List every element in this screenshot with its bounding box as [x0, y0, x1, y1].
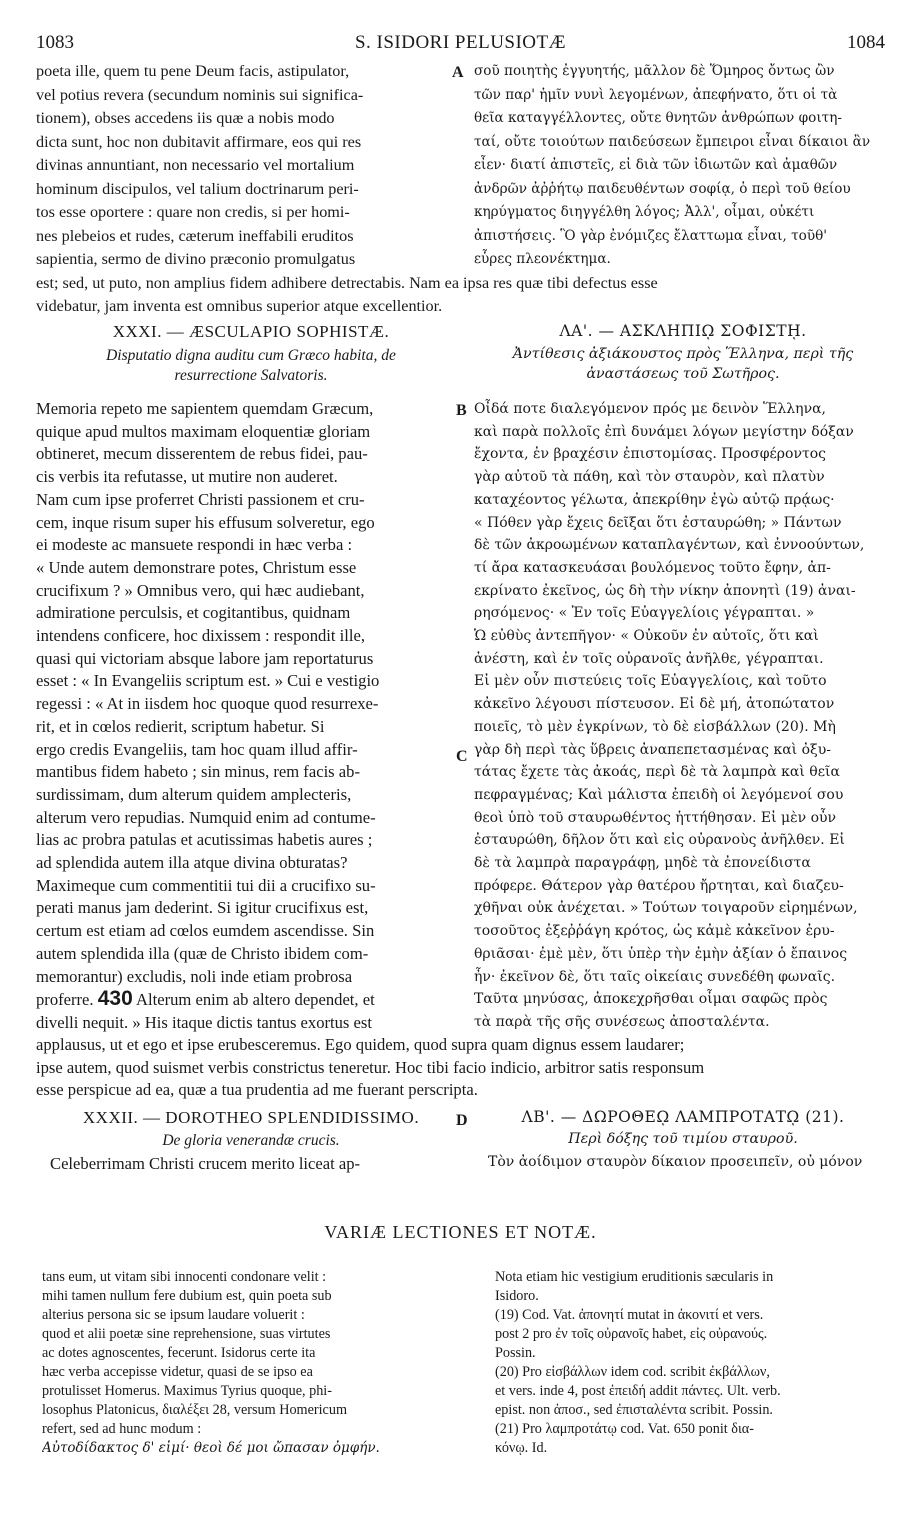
- letter-31-greek-body: [474, 398, 892, 1034]
- text-line: tionem), obses accedens iis quæ a nobis modo: [36, 109, 335, 127]
- text-line: mantibus fidem habeto ; sin minus, rem facis ab-: [36, 762, 360, 782]
- text-line: ἀπιστήσεις. Ὃ γὰρ ἐνόμιζες ἔλαττωμα εἶναι, τοῦθ': [474, 227, 828, 244]
- note-line: Nota etiam hic vestigium eruditionis sæcularis in: [495, 1269, 774, 1285]
- note-line: κόνῳ. Id.: [495, 1440, 548, 1456]
- note-line: protulisset Homerus. Maximus Tyrius quoque, phi-: [42, 1383, 332, 1399]
- text-line: cem, inque risum super his effusum solveretur, ego: [36, 512, 375, 532]
- text-line: alterum vero repudias. Numquid enim ad contume-: [36, 807, 376, 827]
- text-line: divelli nequit. » His itaque dictis tantus exortus est: [36, 1012, 372, 1032]
- text-line: κηρύγματος διηγγέλθη λόγος; Ἀλλ', οἶμαι, οὐκέτι: [474, 204, 815, 220]
- text-line: tos esse oportere : quare non credis, si per homi-: [36, 203, 350, 221]
- top-latin-column: [36, 60, 466, 272]
- letter-31-greek-heading: [474, 322, 892, 384]
- letter-31-greek-title: ΛΑ'. — ΑΣΚΛΗΠΙῼ ΣΟΦΙΣΤῌ.: [559, 322, 807, 340]
- letter-32-greek-subtitle: Περὶ δόξης τοῦ τιμίου σταυροῦ.: [568, 1131, 798, 1147]
- page-number-right: 1084: [847, 32, 885, 53]
- text-line: πρόφερε. Θάτερον γὰρ θατέρου ἤρτηται, καὶ διαζευ-: [474, 877, 844, 894]
- text-line: memorantur) excludis, noli inde etiam probrosa: [36, 966, 353, 986]
- letter-32-latin-heading: [36, 1108, 466, 1175]
- text-line: εκρίνατο ἐκεῖνος, ὡς δὴ τὴν νίκην ἀπονητὶ (19) ἀναι-: [474, 582, 856, 599]
- letter-31-greek-subtitle-1: Ἀντίθεσις ἀξιάκουστος πρὸς Ἕλληνα, περὶ τῆς: [512, 346, 854, 362]
- letter-31-latin-body: [36, 398, 466, 1035]
- text-line: videbatur, jam inventa est omnibus superior atque excellentior.: [36, 296, 443, 315]
- letter-31-latin-subtitle-2: resurrectione Salvatoris.: [174, 367, 328, 384]
- text-line: quasi qui victoriam absque labore jam reportaturus: [36, 648, 374, 668]
- text-line: divinas annuntiant, non necessario vel mortalium: [36, 156, 355, 174]
- letter-32-latin-subtitle: De gloria venerandæ crucis.: [162, 1132, 340, 1149]
- text-line: esset : « In Evangeliis scriptum est. » Cui e vestigio: [36, 671, 380, 691]
- note-line: (20) Pro εἰσβάλλων idem cod. scribit ἐκβάλλων,: [495, 1364, 770, 1380]
- note-line: hæc verba accepisse videtur, quasi de se ipso ea: [42, 1364, 313, 1380]
- margin-marker-c: C: [456, 748, 468, 765]
- note-line: Isidoro.: [495, 1288, 539, 1304]
- text-line: εἶεν· διατί ἀπιστεῖς, εἰ διὰ τῶν ἰδιωτῶν καὶ ἀμαθῶν: [474, 157, 838, 173]
- text-line: cis verbis ita refutasse, ut mutire non auderet.: [36, 467, 338, 487]
- letter-31-full-width-ending: [36, 1034, 894, 1102]
- text-line: Ταῦτα μηνύσας, ἀποκεχρῆσθαι οἶμαι σαφῶς πρὸς: [474, 991, 828, 1008]
- text-line: τὰ παρὰ τῆς σῆς συνέσεως ἀποσταλέντα.: [474, 1013, 770, 1030]
- note-line: quod et alii poetæ sine reprehensione, suas virtutes: [42, 1326, 331, 1342]
- text-line: ipse autem, quod suismet verbis constrictus teneretur. Hoc tibi facio indicio, arbitror satis responsum: [36, 1057, 705, 1077]
- text-line: Maximeque cum commentitii tui dii a crucifixo su-: [36, 875, 376, 895]
- text-line: κἀκεῖνο λέγουσι πίστευσον. Εἰ δὲ μή, ἀτοπώτατον: [474, 696, 835, 713]
- text-line: quique apud multos maximam eloquentiæ gloriam: [36, 421, 371, 441]
- letter-32-greek-heading: [474, 1108, 892, 1173]
- note-line: losophus Platonicus, διαλέξει 28, versum Homericum: [42, 1402, 347, 1418]
- text-line: τί ἄρα κατασκευάσαι βουλόμενος τοῦτο ἔφην, ἀπ-: [474, 559, 831, 576]
- text-line: τοσοῦτος ἐξεῤῥάγη κρότος, ὡς κἀμὲ κἀκεῖνον ἐρυ-: [474, 923, 835, 940]
- text-line-with-column-number: [36, 988, 466, 1012]
- text-fragment: Alterum enim ab altero dependet, et: [136, 990, 375, 1010]
- text-line: τάτας ἔχετε τὰς ἀκοάς, περὶ δὲ τὰ λαμπρὰ καὶ θεῖα: [474, 764, 840, 781]
- letter-31-latin-heading: [36, 322, 466, 386]
- note-line: tans eum, ut vitam sibi innocenti condonare velit :: [42, 1269, 327, 1285]
- text-line: autem splendida illa (quæ de Christo ibidem com-: [36, 943, 369, 963]
- text-line: dicta sunt, hoc non dubitavit affirmare, eos qui res: [36, 132, 362, 151]
- text-line: γὰρ αὐτοῦ τὰ πάθη, καὶ τὸν σταυρὸν, καὶ πλατὺν: [474, 469, 825, 486]
- margin-marker-b: B: [456, 402, 467, 419]
- text-line: ποιεῖς, τὸ μὲν ἐγκρίνων, τὸ δὲ εἰσβάλλων (20). Μὴ: [474, 718, 836, 735]
- text-line: ad splendida autem illa atque divina obturatas?: [36, 853, 348, 873]
- text-line: « Unde autem demonstrare potes, Christum esse: [36, 557, 357, 577]
- text-line: lias ac probra patulas et acutissimas habetis aures ;: [36, 830, 373, 850]
- notes-title: VARIÆ LECTIONES ET NOTÆ.: [324, 1222, 597, 1242]
- note-line: post 2 pro ἐν τοῖς οὐρανοῖς habet, εἰς οὐρανούς.: [495, 1326, 768, 1342]
- text-line: γὰρ δὴ περὶ τὰς ὕβρεις ἀναπεπετασμένας καὶ ὀξυ-: [474, 741, 831, 758]
- text-line: applausus, ut et ego et ipse erubesceremus. Ego quidem, quod supra quam dignus essem laudarer;: [36, 1035, 685, 1054]
- note-greek-verse: Αὐτοδίδακτος δ' εἰμί· θεοὶ δέ μοι ὤπασαν ὀμφήν.: [42, 1440, 380, 1456]
- note-line: mihi tamen nullum fere dubium est, quin poeta sub: [42, 1288, 332, 1304]
- page-header: [36, 32, 885, 58]
- text-line: θριᾶσαι· ἐμὲ μὲν, ὅτι ὑπὲρ τὴν ἐμὴν ἀξίαν ὁ ἔπαινος: [474, 945, 848, 962]
- text-line: καὶ παρὰ πολλοῖς ἐπὶ δυνάμει λόγων μεγίστην δόξαν: [474, 423, 854, 440]
- text-line: ergo credis Evangeliis, tam hoc quam illud affir-: [36, 739, 358, 759]
- text-line: Nam cum ipse proferret Christi passionem et cru-: [36, 489, 365, 509]
- margin-marker-a: A: [452, 64, 464, 81]
- text-line: rit, et in cœlos redierit, scriptum habetur. Si: [36, 716, 325, 736]
- text-line: θεοὶ ὑπὸ τοῦ σταυρωθέντος ἡττήθησαν. Εἰ μὲν οὖν: [474, 809, 837, 826]
- text-line: regessi : « At in iisdem hoc quoque quod resurrexe-: [36, 694, 379, 714]
- text-line: ei modeste ac mansuete respondi in hæc verba :: [36, 535, 353, 555]
- note-line: et vers. inde 4, post ἐπειδή addit πάντες. Ult. verb.: [495, 1383, 781, 1399]
- letter-32-latin-first-line: Celeberrimam Christi crucem merito liceat ap-: [50, 1154, 361, 1173]
- text-fragment: proferre.: [36, 990, 94, 1010]
- letter-31-latin-subtitle-1: Disputatio digna auditu cum Græco habita, de: [106, 347, 396, 364]
- margin-marker-d: D: [456, 1112, 468, 1129]
- text-line: vel potius revera (secundum nominis sui significa-: [36, 85, 364, 104]
- text-line: χθῆναι οὐκ ἀνέχεται. » Τούτων τοιγαροῦν εἰρημένων,: [474, 900, 858, 917]
- text-line: σοῦ ποιητὴς ἐγγυητής, μᾶλλον δὲ Ὅμηρος ὄντως ὢν: [474, 63, 835, 79]
- text-line: poeta ille, quem tu pene Deum facis, astipulator,: [36, 62, 350, 80]
- text-line: esse perspicue ad ea, quæ a tua prudentia ad me fuerant perscripta.: [36, 1080, 478, 1100]
- notes-left-column: [42, 1268, 472, 1458]
- text-line: « Πόθεν γὰρ ἔχεις δεῖξαι ὅτι ἐσταυρώθη; » Πάντων: [474, 514, 842, 531]
- text-line: τῶν παρ' ἡμῖν νυνὶ λεγομένων, ἀπεφήνατο, ὅτι οἱ τὰ: [474, 86, 838, 103]
- note-line: ac dotes agnoscentes, fecerunt. Isidorus certe ita: [42, 1345, 316, 1361]
- text-line: sapientia, sermo de divino præconio promulgatus: [36, 250, 356, 268]
- text-line: καταχέοντος γέλωτα, ἀπεκρίθην ἐγὼ αὐτῷ πρᾴως·: [474, 491, 835, 508]
- running-title: S. ISIDORI PELUSIOTÆ: [354, 32, 567, 53]
- note-line: alterius persona sic se ipsum laudare voluerit :: [42, 1307, 305, 1323]
- text-line: ἀνέστη, καὶ ἐν τοῖς οὐρανοῖς ἀνῆλθε, γέγραπται.: [474, 650, 824, 667]
- letter-31-latin-title: XXXI. — ÆSCULAPIO SOPHISTÆ.: [112, 322, 390, 341]
- text-line: δὲ τῶν ἀκροωμένων καταπλαγέντων, καὶ ἐννοούντων,: [474, 537, 865, 554]
- page-number-left: 1083: [36, 32, 74, 53]
- text-line: surdissimam, dum alterum quidem amplecteris,: [36, 784, 352, 804]
- text-line: δὲ τὰ λαμπρὰ παραγράφῃ, μηδὲ τὰ ἐπονείδιστα: [474, 855, 811, 872]
- text-line: ἦν· ἐκεῖνον δὲ, ὅτι ταῖς οἰκείαις συνεδέθη φωναῖς.: [474, 968, 836, 985]
- letter-32-greek-first-line: Τὸν ἀοίδιμον σταυρὸν δίκαιον προσειπεῖν, οὐ μόνον: [488, 1154, 863, 1170]
- text-line: Memoria repeto me sapientem quemdam Græcum,: [36, 399, 374, 418]
- top-greek-column: [474, 60, 892, 272]
- note-line: Possin.: [495, 1345, 536, 1361]
- notes-right-column: [495, 1268, 895, 1458]
- text-line: εὗρες πλεονέκτημα.: [474, 251, 611, 267]
- text-line: Εἰ μὲν οὖν πιστεύεις τοῖς Εὐαγγελίοις, καὶ τοῦτο: [474, 673, 827, 690]
- text-line: ἐσταυρώθη, δῆλον ὅτι καὶ εἰς οὐρανοὺς ἀνῆλθεν. Εἰ: [474, 832, 845, 849]
- text-line: Ὡ εὐθὺς ἀντεπῆγον· « Οὐκοῦν ἐν αὐτοῖς, ὅτι καὶ: [474, 628, 819, 645]
- text-line: ἀνδρῶν ἀῤῥήτῳ παιδευθέντων σοφίᾳ, ὁ περὶ τοῦ θείου: [474, 180, 851, 197]
- text-line: hominum discipulos, vel talium doctrinarum peri-: [36, 179, 359, 198]
- column-number: 430: [97, 988, 133, 1011]
- note-line: (21) Pro λαμπροτάτῳ cod. Vat. 650 ponit δια-: [495, 1421, 754, 1437]
- text-line: ἔχοντα, ἐν βραχέσιν ἐπιστομίσας. Προσφέροντος: [474, 446, 826, 463]
- text-line: crucifixum ? » Omnibus vero, qui hæc audiebant,: [36, 580, 365, 600]
- note-line: (19) Cod. Vat. ἀπονητί mutat in ἀκονιτί et vers.: [495, 1307, 764, 1323]
- text-line: nes plebeios et rudes, cæterum ineffabili eruditos: [36, 226, 354, 245]
- letter-32-latin-title: XXXII. — DOROTHEO SPLENDIDISSIMO.: [82, 1108, 420, 1127]
- text-line: obtineret, mecum disserentem de rebus fidei, pau-: [36, 444, 368, 464]
- text-line: est; sed, ut puto, non amplius fidem adhibere detrectabis. Nam ea ipsa res quæ tibi defectus esse: [36, 274, 658, 292]
- note-line: epist. non ἀποσ., sed ἐπισταλέντα scribit. Possin.: [495, 1402, 773, 1418]
- top-full-width-text: [36, 272, 894, 317]
- text-line: perati manus jam dederint. Si igitur crucifixus est,: [36, 898, 369, 918]
- letter-32-greek-title: ΛΒ'. — ΔΩΡΟΘΕῼ ΛΑΜΠΡΟΤΑΤῼ (21).: [521, 1108, 845, 1126]
- text-line: certum est etiam ad cœlos eumdem ascendisse. Sin: [36, 921, 375, 941]
- letter-31-greek-subtitle-2: ἀναστάσεως τοῦ Σωτῆρος.: [586, 366, 780, 382]
- text-line: Οἶδά ποτε διαλεγόμενον πρός με δεινὸν Ἕλληνα,: [474, 401, 826, 417]
- text-line: admiratione perculsis, et cogitantibus, quidnam: [36, 603, 351, 623]
- text-line: ρησόμενος· « Ἐν τοῖς Εὐαγγελίοις γέγραπται. »: [474, 605, 815, 622]
- text-line: πεφραγμένας; Καὶ μάλιστα ἐπειδὴ οἱ λεγόμενοί σου: [474, 786, 844, 803]
- text-line: θεῖα καταγγέλλοντες, οὔτε θνητῶν ἀνθρώπων φοιτη-: [474, 110, 842, 126]
- text-line: intendens conficere, hoc dixissem : respondit ille,: [36, 626, 366, 646]
- note-line: refert, sed ad hunc modum :: [42, 1421, 202, 1437]
- text-line: ταί, οὔτε τοιούτων παιδεύσεων ἔμπειροι εἶναι δίκαιοι ἂν: [474, 133, 871, 150]
